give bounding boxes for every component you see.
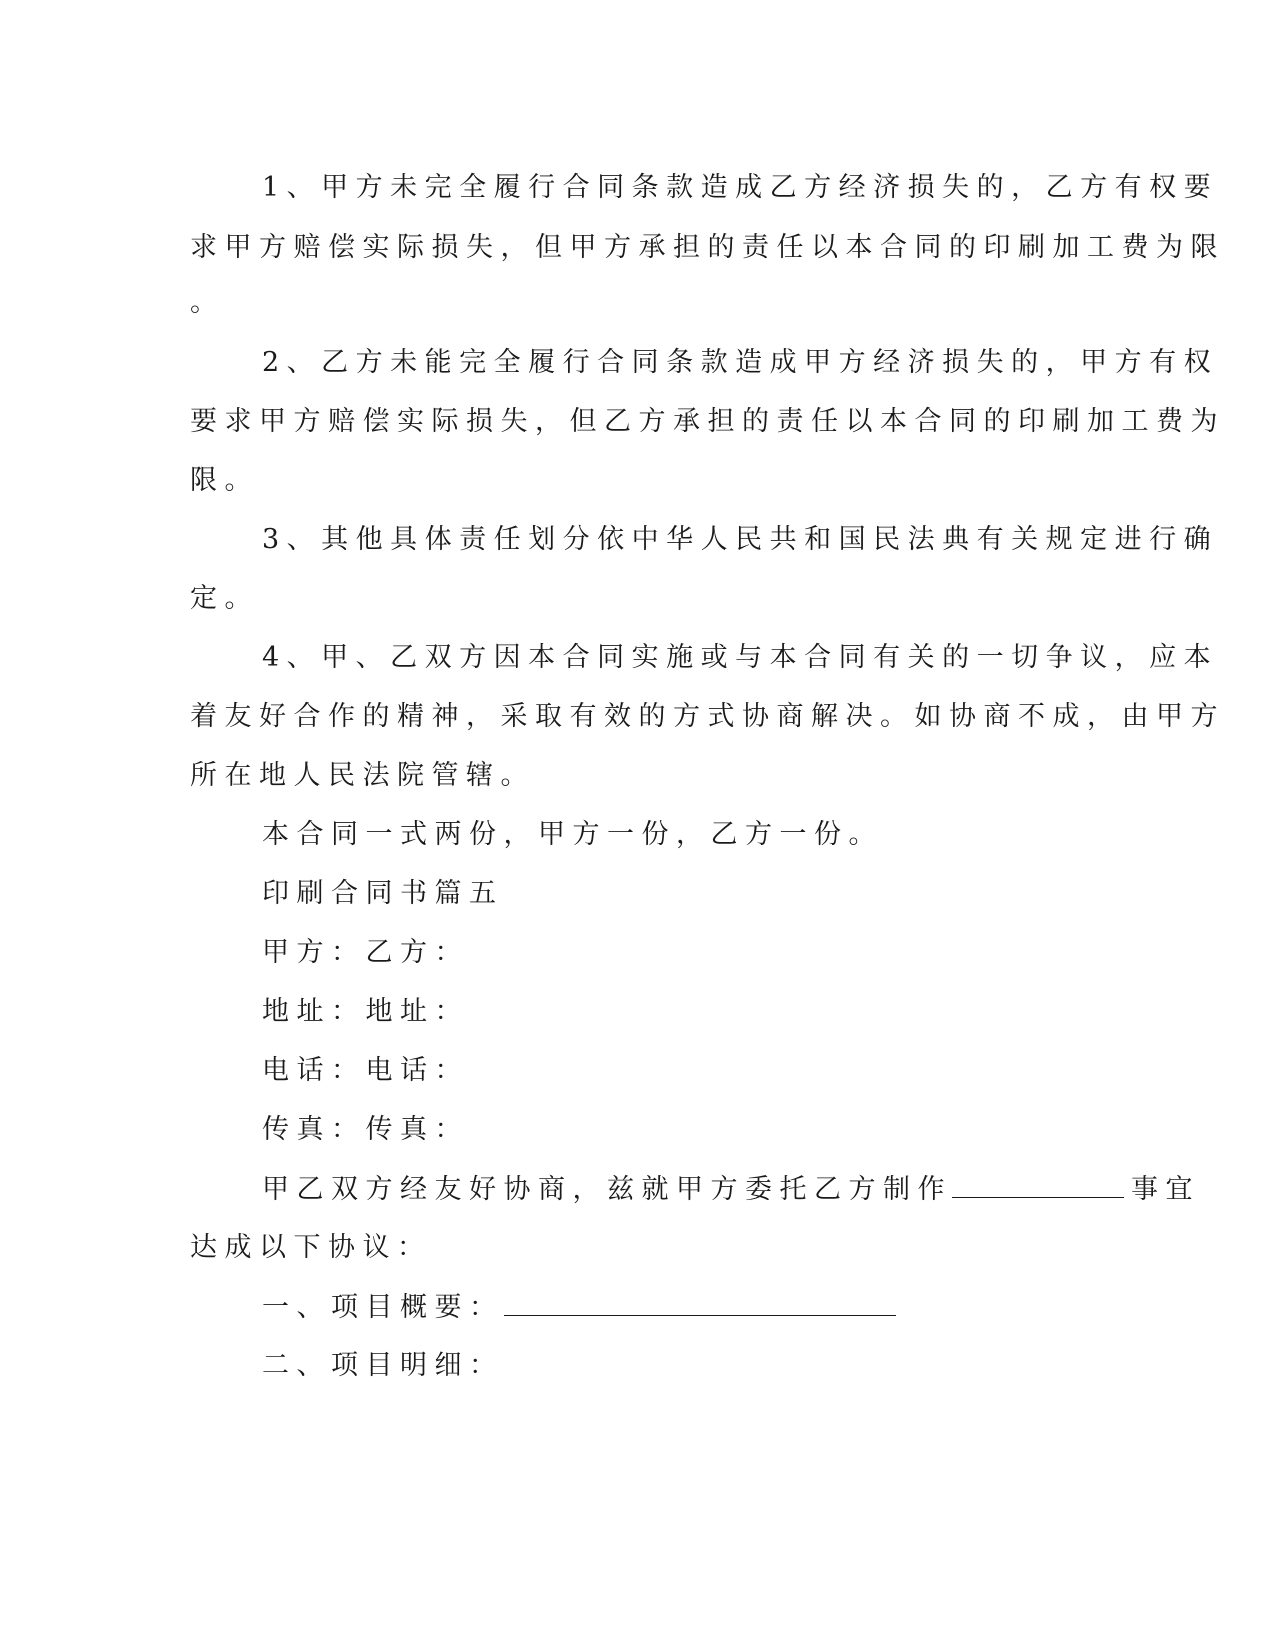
agreement-intro-line-2: 达成以下协议： (190, 1232, 432, 1263)
section-heading: 印刷合同书篇五 (262, 878, 504, 909)
item-summary-blank (504, 1287, 896, 1316)
clause-2-line-3: 限。 (190, 465, 259, 496)
item-summary-label: 一、项目概要： (262, 1292, 504, 1323)
item-summary (262, 1287, 903, 1327)
project-name-blank (952, 1169, 1124, 1198)
clause-1-line-1: 1、甲方未完全履行合同条款造成乙方经济损失的，乙方有权要 (262, 172, 1219, 203)
party-phones: 电话：电话： (262, 1055, 469, 1086)
agreement-intro-before: 甲乙双方经友好协商，兹就甲方委托乙方制作 (262, 1174, 952, 1205)
party-faxes: 传真：传真： (262, 1114, 469, 1145)
clause-4-line-1: 4、甲、乙双方因本合同实施或与本合同有关的一切争议，应本 (262, 642, 1219, 673)
agreement-intro-after: 事宜 (1131, 1174, 1200, 1205)
clause-4-line-2: 着友好合作的精神，采取有效的方式协商解决。如协商不成，由甲方 (190, 701, 1225, 732)
copies-statement: 本合同一式两份，甲方一份，乙方一份。 (262, 819, 883, 850)
clause-1-line-3: 。 (190, 287, 225, 318)
clause-4-line-3: 所在地人民法院管辖。 (190, 760, 535, 791)
item-detail-label: 二、项目明细： (262, 1350, 504, 1381)
clause-2-line-2: 要求甲方赔偿实际损失，但乙方承担的责任以本合同的印刷加工费为 (190, 406, 1225, 437)
clause-2-line-1: 2、乙方未能完全履行合同条款造成甲方经济损失的，甲方有权 (262, 347, 1219, 378)
clause-3-line-2: 定。 (190, 583, 259, 614)
clause-1-line-2: 求甲方赔偿实际损失，但甲方承担的责任以本合同的印刷加工费为限 (190, 232, 1225, 263)
clause-3-line-1: 3、其他具体责任划分依中华人民共和国民法典有关规定进行确 (262, 524, 1219, 555)
party-addresses: 地址：地址： (262, 996, 469, 1027)
party-names: 甲方：乙方： (262, 937, 469, 968)
agreement-intro-line-1 (262, 1169, 1200, 1209)
